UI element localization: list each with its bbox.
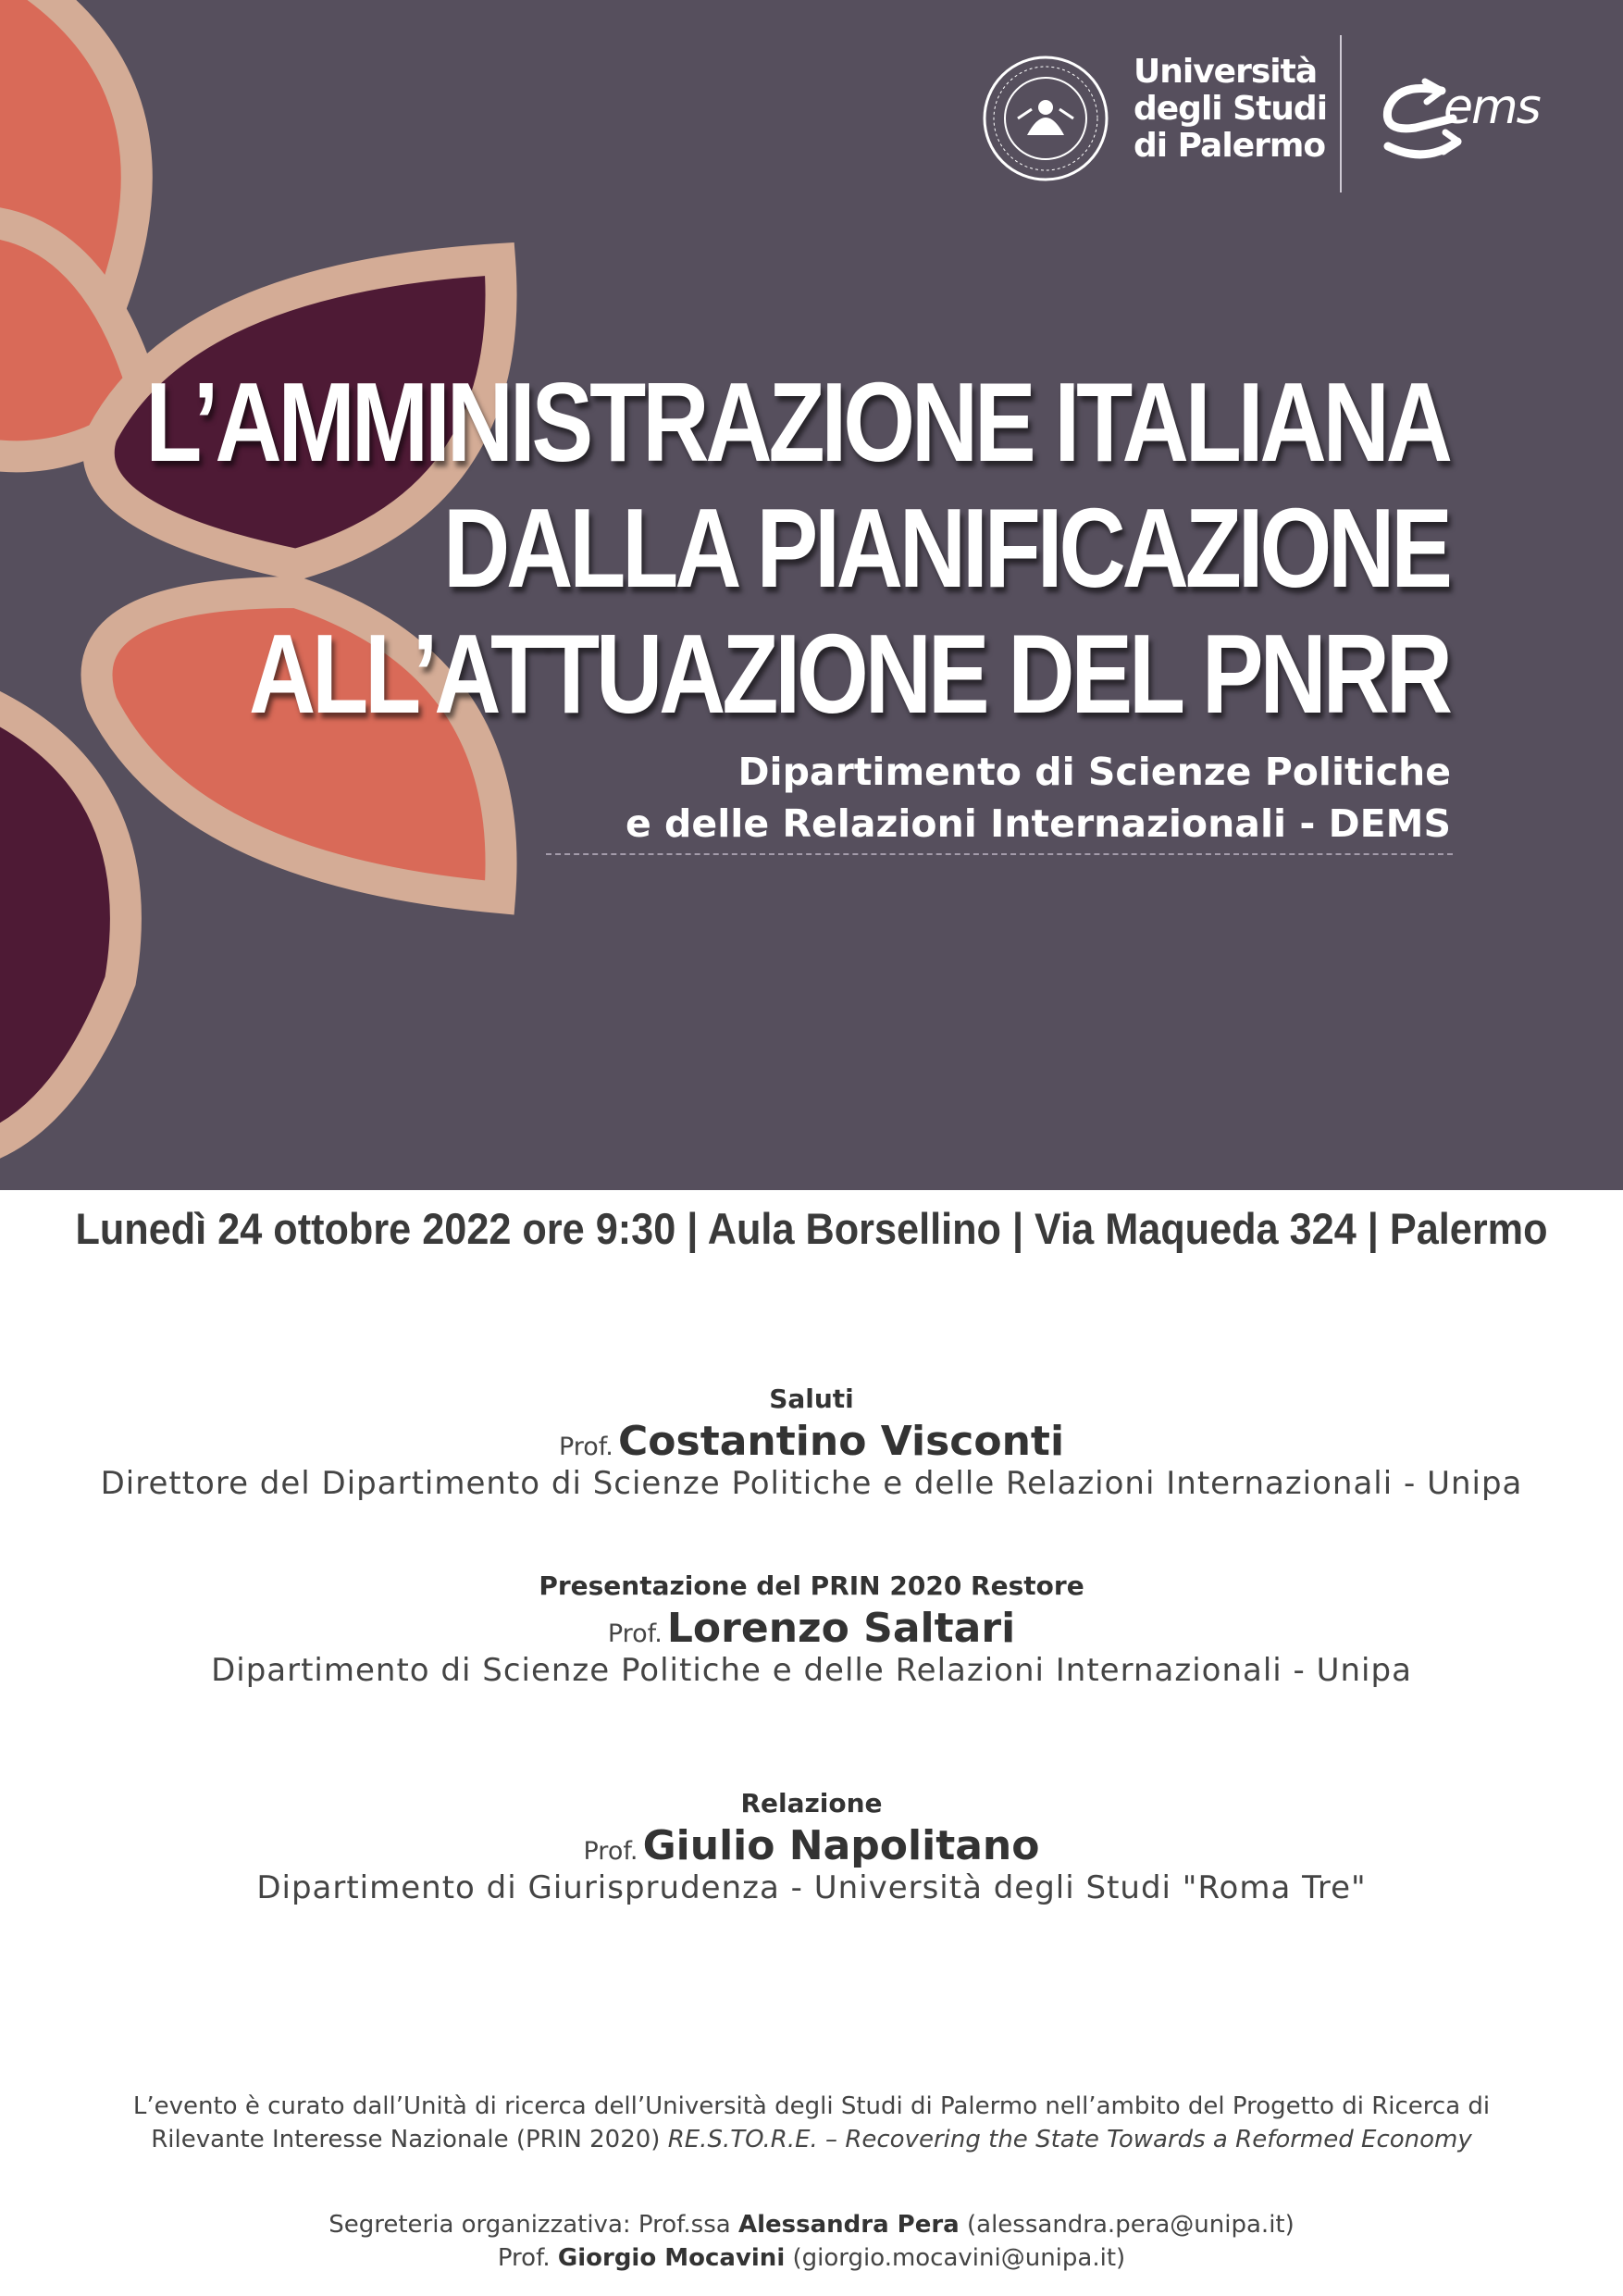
project-name: RE.S.TO.R.E. – Recovering the State Towards a Reformed Economy: [667, 2126, 1472, 2153]
program-section-relazione: [0, 1788, 1623, 1906]
speaker-affiliation: Dipartimento di Scienze Politiche e delle Relazioni Internazionali - Unipa: [211, 1652, 1412, 1689]
section-heading: Relazione: [740, 1788, 883, 1818]
department-line: e delle Relazioni Internazionali - DEMS: [625, 801, 1451, 846]
speaker-line: [0, 1418, 1623, 1465]
secretariat-label: Segreteria organizzativa: Prof.ssa: [328, 2211, 738, 2239]
note-line: L’evento è curato dall’Unità di ricerca dell’Università degli Studi di Palermo nell’ambito del Progetto di Ricerca di: [132, 2092, 1491, 2120]
event-date-location: Lunedì 24 ottobre 2022 ore 9:30 | Aula Borsellino | Via Maqueda 324 | Palermo: [75, 1204, 1548, 1253]
speaker-name: Giulio Napolitano: [642, 1822, 1040, 1869]
speaker-affiliation: Direttore del Dipartimento di Scienze Politiche e delle Relazioni Internazionali - Unipa: [100, 1465, 1523, 1502]
contact-title: Prof.: [497, 2244, 558, 2272]
program-section-saluti: [0, 1384, 1623, 1502]
note-line: [0, 2123, 1623, 2156]
logo-bar: [981, 35, 1573, 202]
speaker-title: Prof.: [558, 1433, 613, 1461]
program-section-presentazione: [0, 1570, 1623, 1689]
title-line: DALLA PIANIFICAZIONE: [443, 485, 1449, 611]
contact-email[interactable]: (alessandra.pera@unipa.it): [959, 2211, 1295, 2239]
speaker-name: Lorenzo Saltari: [666, 1605, 1016, 1652]
dems-logo-text: ems: [1443, 80, 1540, 135]
note-text: Rilevante Interesse Nazionale (PRIN 2020): [151, 2126, 668, 2153]
university-name-line: di Palermo: [1134, 127, 1326, 165]
secretariat-line: [0, 2241, 1623, 2275]
contact-email[interactable]: (giorgio.mocavini@unipa.it): [785, 2244, 1126, 2272]
department-name: [626, 746, 1451, 850]
title-line: ALL’ATTUAZIONE DEL PNRR: [249, 611, 1450, 737]
logo-divider: [1340, 35, 1342, 192]
title-line: L’AMMINISTRAZIONE ITALIANA: [145, 359, 1449, 485]
contact-name: Giorgio Mocavini: [557, 2244, 786, 2272]
university-name-line: degli Studi: [1134, 90, 1328, 128]
section-heading: Saluti: [769, 1384, 854, 1414]
department-line: Dipartimento di Scienze Politiche: [737, 750, 1451, 794]
university-name: [1134, 54, 1327, 165]
section-heading: Presentazione del PRIN 2020 Restore: [539, 1570, 1084, 1601]
speaker-title: Prof.: [583, 1837, 638, 1866]
speaker-affiliation: Dipartimento di Giurisprudenza - Università degli Studi "Roma Tre": [256, 1869, 1367, 1906]
speaker-line: [0, 1822, 1623, 1869]
university-name-line: Università: [1134, 53, 1318, 91]
dashed-divider: [546, 853, 1453, 855]
project-note: [0, 2090, 1623, 2156]
university-seal-icon: [981, 54, 1110, 183]
speaker-name: Costantino Visconti: [618, 1418, 1065, 1465]
speaker-line: [0, 1605, 1623, 1652]
speaker-title: Prof.: [607, 1620, 663, 1648]
secretariat-line: [0, 2208, 1623, 2241]
organizing-secretariat: [0, 2208, 1623, 2275]
event-title: [145, 359, 1449, 737]
petal-dark-bottom: [0, 685, 126, 1157]
contact-name: Alessandra Pera: [737, 2211, 960, 2239]
